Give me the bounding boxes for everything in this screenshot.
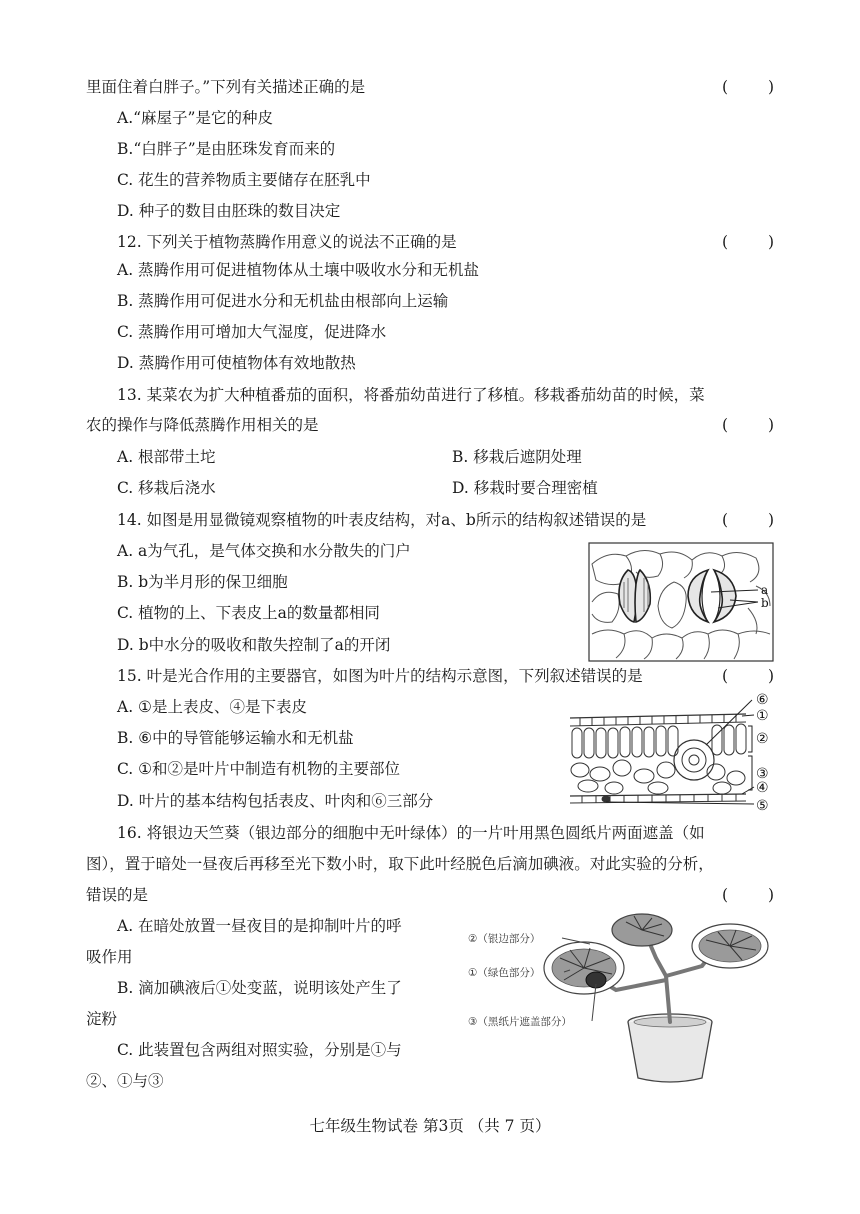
q14-option-a: A. a为气孔，是气体交换和水分散失的门户 [117,542,411,560]
q15-option-c: C. ①和②是叶片中制造有机物的主要部位 [117,760,401,778]
q12-answer-paren: ( ) [722,233,774,251]
q11-stem-end: 里面住着白胖子。”下列有关描述正确的是 [86,78,366,96]
q15-answer-paren: ( ) [722,667,774,685]
q11-option-a: A.“麻屋子”是它的种皮 [117,109,273,127]
q15-option-d: D. 叶片的基本结构包括表皮、叶肉和⑥三部分 [117,792,434,810]
label-1: ① [756,708,769,724]
label-b: b [761,596,769,610]
q16-option-c-line2: ②、①与③ [86,1072,164,1090]
experimental-leaf [544,942,624,994]
label-covered-part: ③（黑纸片遮盖部分） [468,1016,572,1028]
q13-answer-paren: ( ) [722,416,774,434]
q13-option-b: B. 移栽后遮阴处理 [452,448,582,466]
q13-option-d: D. 移栽时要合理密植 [452,479,598,497]
q12-option-d: D. 蒸腾作用可使植物体有效地散热 [117,354,356,372]
q14-option-b: B. b为半月形的保卫细胞 [117,573,288,591]
right-leaf [692,924,768,968]
q16-stem-line2: 图），置于暗处一昼夜后再移至光下数小时，取下此叶经脱色后滴加碘液。对此实验的分析， [86,855,714,873]
q15-option-b: B. ⑥中的导管能够运输水和无机盐 [117,729,354,747]
q16-stem-line3: 错误的是 [86,886,149,904]
q14-option-c: C. 植物的上、下表皮上a的数量都相同 [117,604,380,622]
q13-option-a: A. 根部带土坨 [117,448,216,466]
q11-option-c: C. 花生的营养物质主要储存在胚乳中 [117,171,371,189]
q16-option-b-line2: 淀粉 [86,1010,118,1028]
page-footer: 七年级生物试卷 第3页 （共 7 页） [309,1117,551,1135]
q13-stem-line1: 13. 某菜农为扩大种植番茄的面积，将番茄幼苗进行了移植。移栽番茄幼苗的时候，菜 [117,386,705,404]
label-green-part: ①（绿色部分） [468,967,541,979]
leaf-cross-section-figure [566,690,780,815]
q12-option-c: C. 蒸腾作用可增加大气湿度，促进降水 [117,323,387,341]
q14-stem: 14. 如图是用显微镜观察植物的叶表皮结构，对a、b所示的结构叙述错误的是 [117,511,647,529]
q16-option-a-line2: 吸作用 [86,948,133,966]
q11-answer-paren: ( ) [722,78,774,96]
label-2: ② [756,731,769,747]
q14-option-d: D. b中水分的吸收和散失控制了a的开闭 [117,636,391,654]
q16-option-c-line1: C. 此装置包含两组对照实验，分别是①与 [117,1041,402,1059]
label-a: a [761,583,769,597]
label-4: ④ [756,780,769,796]
q16-option-b-line1: B. 滴加碘液后①处变蓝，说明该处产生了 [117,979,402,997]
label-5: ⑤ [756,798,769,814]
top-leaf [612,914,672,946]
q15-stem: 15. 叶是光合作用的主要器官，如图为叶片的结构示意图，下列叙述错误的是 [117,667,643,685]
q12-option-a: A. 蒸腾作用可促进植物体从土壤中吸收水分和无机盐 [117,261,480,279]
q11-option-b: B.“白胖子”是由胚珠发育而来的 [117,140,336,158]
q13-option-c: C. 移栽后浇水 [117,479,216,497]
label-6: ⑥ [756,692,769,708]
q14-answer-paren: ( ) [722,511,774,529]
q16-answer-paren: ( ) [722,886,774,904]
q12-stem: 12. 下列关于植物蒸腾作用意义的说法不正确的是 [117,233,457,251]
geranium-plant-figure [466,910,776,1090]
label-silver-edge: ②（银边部分） [468,933,541,945]
q16-stem-line1: 16. 将银边天竺葵（银边部分的细胞中无叶绿体）的一片叶用黑色圆纸片两面遮盖（如 [117,824,705,842]
flower-pot [628,1014,712,1082]
q16-option-a-line1: A. 在暗处放置一昼夜目的是抑制叶片的呼 [117,917,402,935]
q11-option-d: D. 种子的数目由胚珠的数目决定 [117,202,341,220]
label-3: ③ [756,766,769,782]
leaf-epidermis-figure [588,542,774,662]
q13-stem-line2: 农的操作与降低蒸腾作用相关的是 [86,416,319,434]
q12-option-b: B. 蒸腾作用可促进水分和无机盐由根部向上运输 [117,292,449,310]
q15-option-a: A. ①是上表皮、④是下表皮 [117,698,307,716]
